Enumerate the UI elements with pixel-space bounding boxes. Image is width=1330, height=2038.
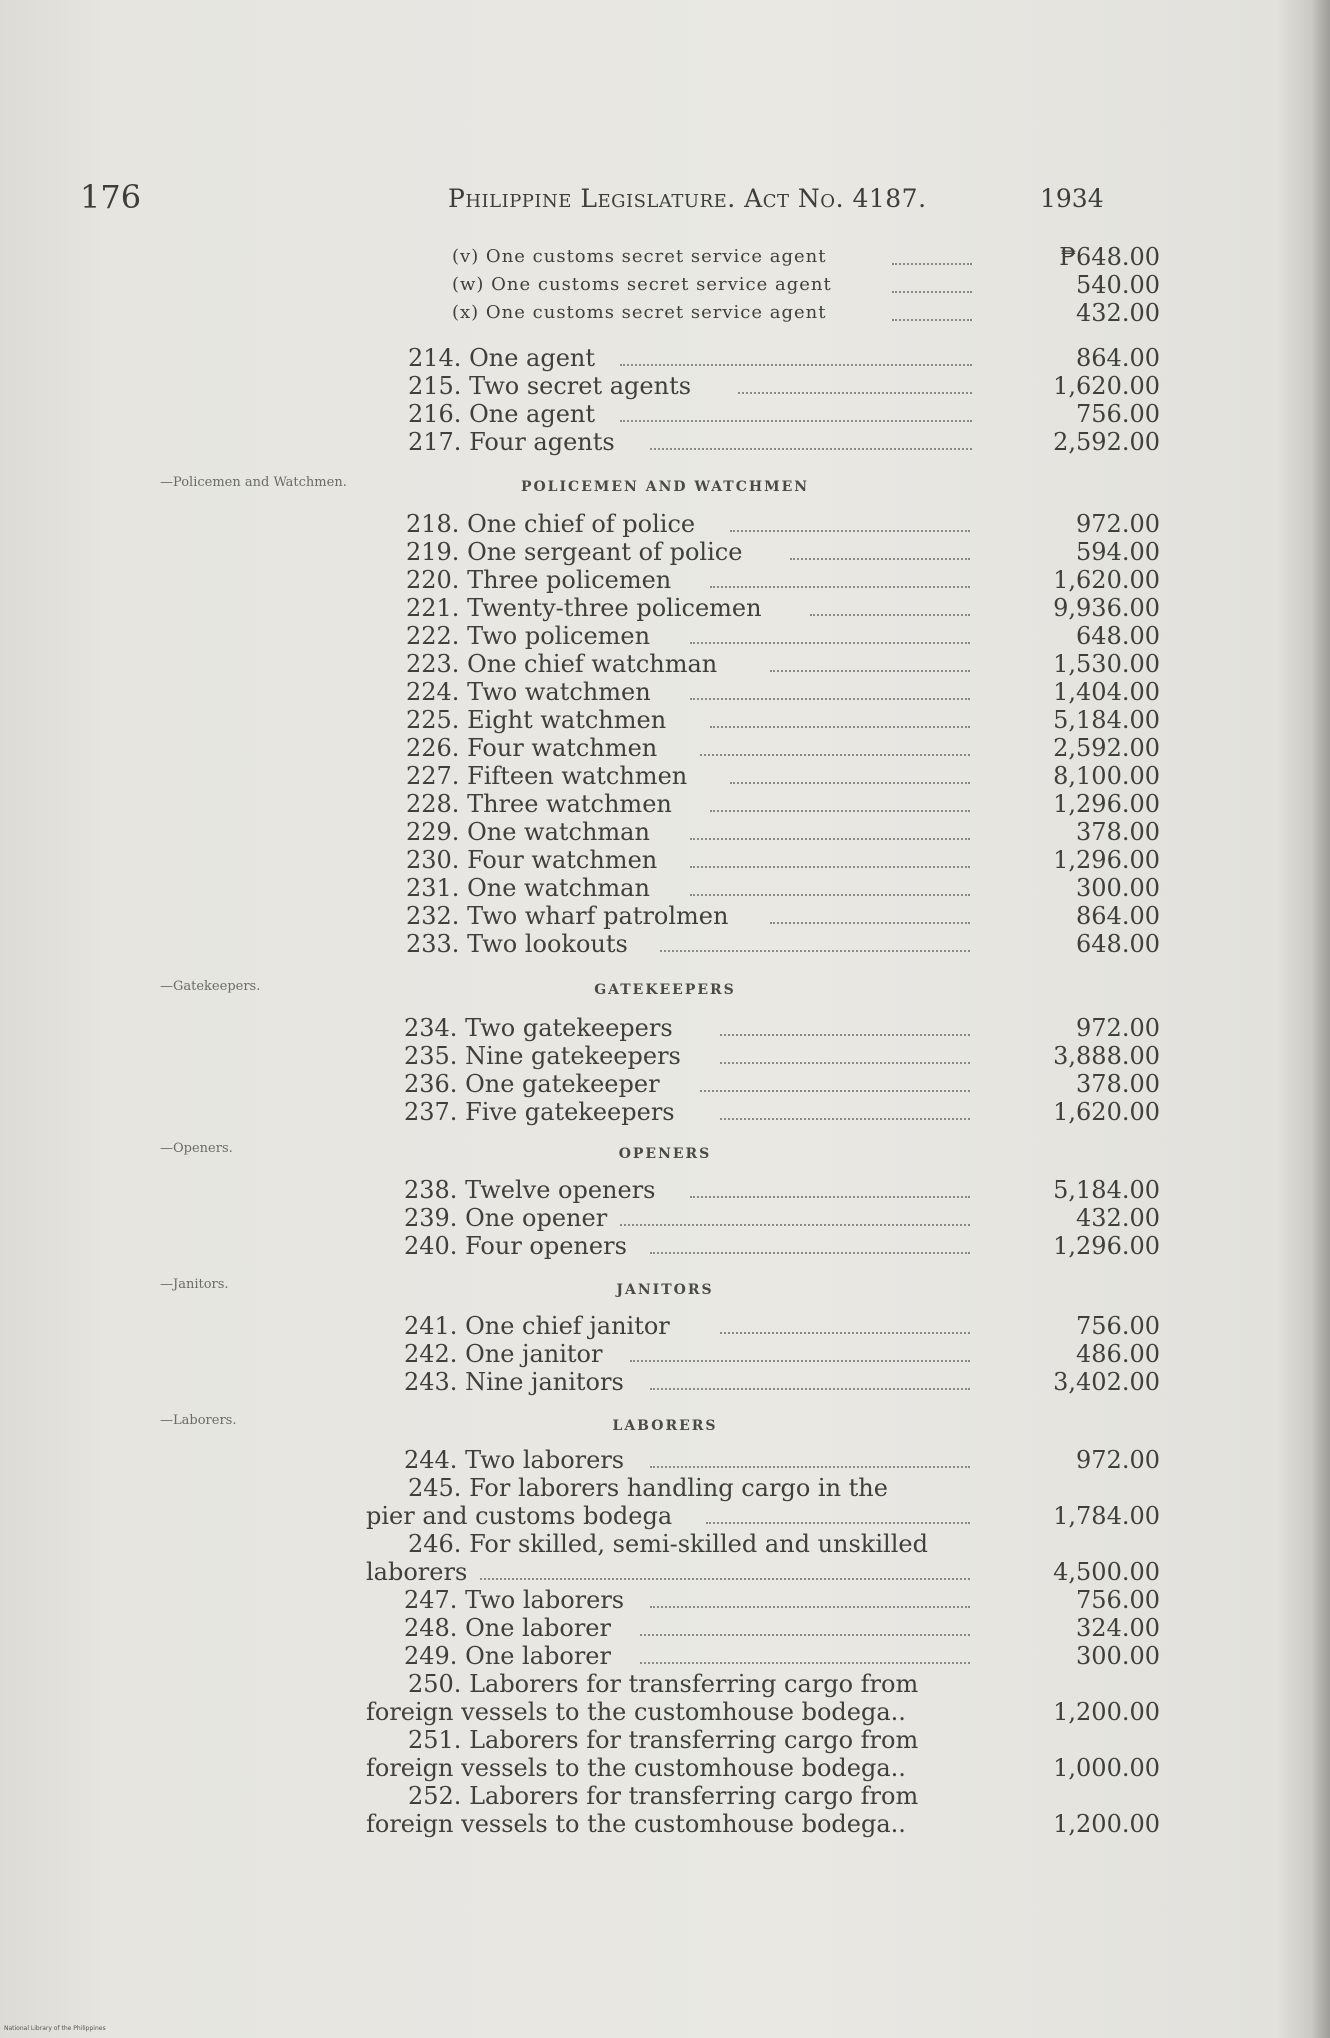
item-desc: 232. Two wharf patrolmen (406, 902, 729, 930)
list-item (370, 566, 1160, 594)
margin-note-openers: —Openers. (160, 1141, 233, 1156)
item-desc: 224. Two watchmen (406, 678, 651, 706)
item-amount: 9,936.00 (1053, 594, 1160, 622)
item-amount: 300.00 (1076, 1642, 1160, 1670)
item-desc: (w) One customs secret service agent (452, 274, 832, 295)
item-amount: 8,100.00 (1053, 762, 1160, 790)
item-amount: 300.00 (1076, 874, 1160, 902)
item-desc: (v) One customs secret service agent (452, 246, 827, 267)
item-desc-line1: 252. Laborers for transferring cargo from (408, 1782, 919, 1810)
item-amount: 3,888.00 (1053, 1042, 1160, 1070)
item-amount: 864.00 (1076, 902, 1160, 930)
section-title-gatekeepers: GATEKEEPERS (594, 982, 736, 998)
item-amount: 486.00 (1076, 1340, 1160, 1368)
list-item (370, 400, 1160, 428)
list-item (370, 243, 1160, 271)
list-item (370, 790, 1160, 818)
scan-credit: National Library of the Philippines (4, 2025, 106, 2032)
list-item (370, 1232, 1160, 1260)
item-desc: 234. Two gatekeepers (404, 1014, 673, 1042)
item-amount: 1,200.00 (1053, 1698, 1160, 1726)
list-item (370, 1042, 1160, 1070)
list-item (370, 594, 1160, 622)
list-item (370, 734, 1160, 762)
item-desc: 231. One watchman (406, 874, 650, 902)
item-amount: 972.00 (1076, 1014, 1160, 1042)
item-desc: 240. Four openers (404, 1232, 627, 1260)
list-item (370, 344, 1160, 372)
item-amount: 1,620.00 (1053, 1098, 1160, 1126)
item-desc: 227. Fifteen watchmen (406, 762, 688, 790)
list-item (370, 299, 1160, 327)
item-desc: 222. Two policemen (406, 622, 651, 650)
list-item (370, 706, 1160, 734)
item-desc: 248. One laborer (404, 1614, 611, 1642)
list-item (370, 271, 1160, 299)
item-amount: 3,402.00 (1053, 1368, 1160, 1396)
item-desc: 226. Four watchmen (406, 734, 658, 762)
item-amount: 1,000.00 (1053, 1754, 1160, 1782)
item-amount: 1,530.00 (1053, 650, 1160, 678)
item-amount: 972.00 (1076, 510, 1160, 538)
item-desc: 214. One agent (408, 344, 596, 372)
item-desc: 241. One chief janitor (404, 1312, 670, 1340)
item-amount: 1,296.00 (1053, 846, 1160, 874)
item-desc: 228. Three watchmen (406, 790, 672, 818)
item-desc: (x) One customs secret service agent (452, 302, 827, 323)
item-amount: 1,200.00 (1053, 1810, 1160, 1838)
list-item (370, 372, 1160, 400)
list-item (370, 846, 1160, 874)
item-desc: 237. Five gatekeepers (404, 1098, 675, 1126)
item-desc: 229. One watchman (406, 818, 650, 846)
item-amount: 1,620.00 (1053, 372, 1160, 400)
item-desc: 239. One opener (404, 1204, 608, 1232)
list-item (370, 874, 1160, 902)
item-desc-line2: foreign vessels to the customhouse bodega.. (366, 1754, 906, 1782)
item-amount: 378.00 (1076, 1070, 1160, 1098)
item-amount: 5,184.00 (1053, 1176, 1160, 1204)
item-desc: 249. One laborer (404, 1642, 611, 1670)
item-desc: 243. Nine janitors (404, 1368, 624, 1396)
list-item (370, 1204, 1160, 1232)
item-desc-line1: 245. For laborers handling cargo in the (408, 1474, 888, 1502)
item-desc: 242. One janitor (404, 1340, 603, 1368)
header-year: 1934 (1040, 184, 1104, 213)
item-amount: 1,620.00 (1053, 566, 1160, 594)
item-desc: 220. Three policemen (406, 566, 672, 594)
item-amount: 2,592.00 (1053, 734, 1160, 762)
list-item (370, 762, 1160, 790)
item-amount: 540.00 (1076, 271, 1160, 299)
item-desc: 236. One gatekeeper (404, 1070, 660, 1098)
item-amount: 324.00 (1076, 1614, 1160, 1642)
item-desc: 230. Four watchmen (406, 846, 658, 874)
item-amount: 756.00 (1076, 1586, 1160, 1614)
item-desc: 223. One chief watchman (406, 650, 718, 678)
item-amount: 594.00 (1076, 538, 1160, 566)
section-title-policemen: POLICEMEN AND WATCHMEN (520, 479, 810, 495)
item-amount: 648.00 (1076, 930, 1160, 958)
list-item (370, 1014, 1160, 1042)
section-title-openers: OPENERS (618, 1146, 712, 1162)
item-amount: 378.00 (1076, 818, 1160, 846)
list-item (370, 930, 1160, 958)
list-item (370, 1312, 1160, 1340)
list-item (370, 818, 1160, 846)
item-desc: 221. Twenty-three policemen (406, 594, 762, 622)
list-item (370, 1614, 1160, 1642)
item-desc: 218. One chief of police (406, 510, 696, 538)
list-item (370, 1642, 1160, 1670)
item-amount: 5,184.00 (1053, 706, 1160, 734)
item-desc-line2: pier and customs bodega (366, 1502, 673, 1530)
margin-note-gatekeepers: —Gatekeepers. (160, 979, 261, 994)
item-amount: ₱648.00 (1059, 243, 1160, 271)
item-desc-line2: foreign vessels to the customhouse bodega.. (366, 1698, 906, 1726)
item-amount: 756.00 (1076, 400, 1160, 428)
item-amount: 648.00 (1076, 622, 1160, 650)
list-item (370, 678, 1160, 706)
item-amount: 432.00 (1076, 299, 1160, 327)
page-header (80, 178, 1104, 218)
list-item (370, 1176, 1160, 1204)
item-amount: 1,404.00 (1053, 678, 1160, 706)
item-desc: 216. One agent (408, 400, 596, 428)
page-edge-shadow (1312, 0, 1330, 2038)
item-amount: 864.00 (1076, 344, 1160, 372)
list-item (370, 622, 1160, 650)
list-item (370, 510, 1160, 538)
margin-note-policemen: —Policemen and Watchmen. (160, 475, 347, 490)
margin-note-janitors: —Janitors. (160, 1277, 229, 1292)
list-item (370, 1340, 1160, 1368)
item-desc-line1: 251. Laborers for transferring cargo from (408, 1726, 919, 1754)
item-amount: 1,296.00 (1053, 1232, 1160, 1260)
item-desc: 217. Four agents (408, 428, 615, 456)
item-desc-line1: 246. For skilled, semi-skilled and unskilled (408, 1530, 928, 1558)
item-desc: 225. Eight watchmen (406, 706, 667, 734)
page-number: 176 (80, 178, 142, 216)
item-desc: 233. Two lookouts (406, 930, 628, 958)
list-item (370, 1098, 1160, 1126)
list-item (370, 538, 1160, 566)
list-item (370, 1446, 1160, 1474)
item-amount: 756.00 (1076, 1312, 1160, 1340)
list-item (370, 1368, 1160, 1396)
item-desc: 219. One sergeant of police (406, 538, 743, 566)
item-amount: 432.00 (1076, 1204, 1160, 1232)
section-title-laborers: LABORERS (612, 1418, 718, 1434)
item-desc: 235. Nine gatekeepers (404, 1042, 681, 1070)
item-desc-line2: foreign vessels to the customhouse bodega.. (366, 1810, 906, 1838)
item-amount: 2,592.00 (1053, 428, 1160, 456)
list-item (370, 1586, 1160, 1614)
item-desc-line2: laborers (366, 1558, 468, 1586)
item-amount: 4,500.00 (1053, 1558, 1160, 1586)
list-item (370, 902, 1160, 930)
item-desc: 244. Two laborers (404, 1446, 625, 1474)
list-item (370, 1070, 1160, 1098)
item-amount: 972.00 (1076, 1446, 1160, 1474)
running-title: Philippine Legislature. Act No. 4187. (448, 184, 927, 213)
item-desc: 247. Two laborers (404, 1586, 625, 1614)
item-amount: 1,296.00 (1053, 790, 1160, 818)
section-title-janitors: JANITORS (616, 1282, 714, 1298)
list-item (370, 428, 1160, 456)
list-item (370, 650, 1160, 678)
item-amount: 1,784.00 (1053, 1502, 1160, 1530)
item-desc-line1: 250. Laborers for transferring cargo from (408, 1670, 919, 1698)
item-desc: 238. Twelve openers (404, 1176, 656, 1204)
item-desc: 215. Two secret agents (408, 372, 692, 400)
margin-note-laborers: —Laborers. (160, 1413, 237, 1428)
